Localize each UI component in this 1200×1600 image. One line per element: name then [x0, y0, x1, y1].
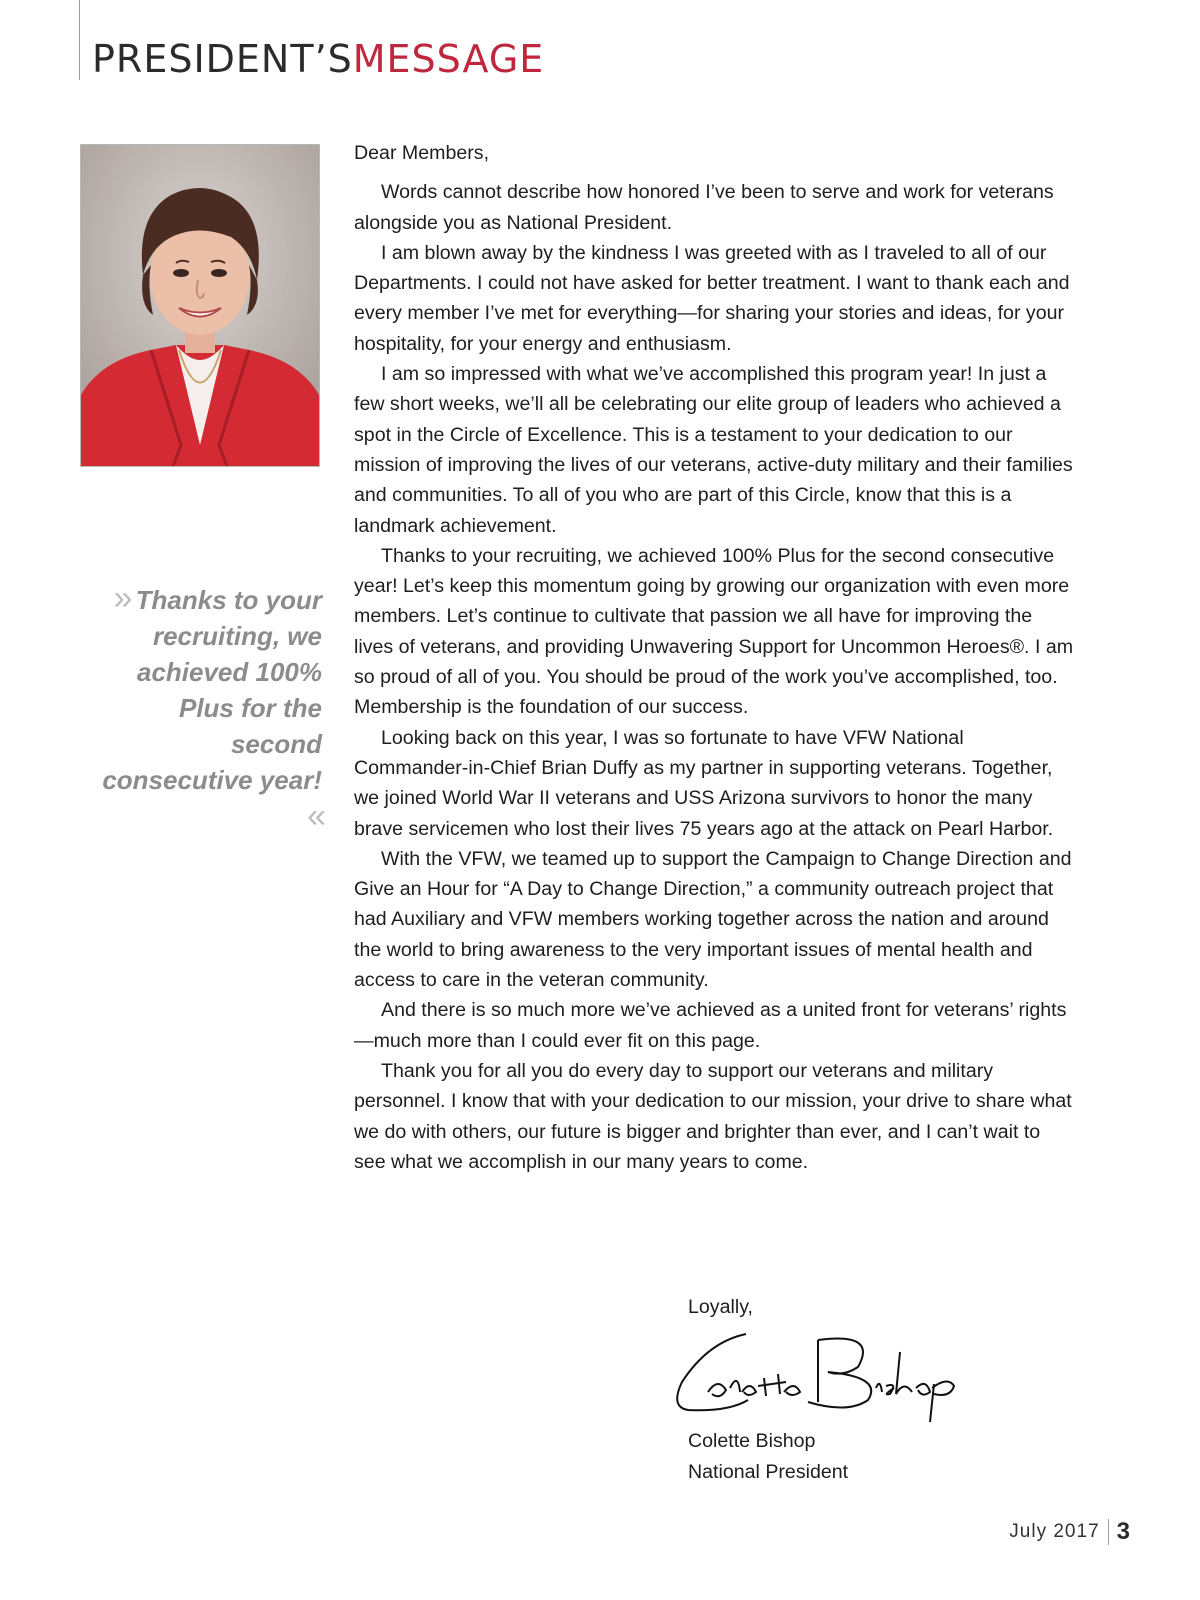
quote-close-chevrons-icon: «: [307, 797, 322, 835]
letter-paragraph: Thank you for all you do every day to support our veterans and military personnel. I know that with your dedication to our mission, your drive to share what we do with others, our future is bigger and brighter than ever, and I can’t wait to see what we accomplish in our many years to come.: [354, 1059, 1072, 1173]
portrait-illustration: [81, 145, 319, 466]
signer-block: [688, 1426, 848, 1488]
letter-closing: Loyally,: [688, 1296, 753, 1318]
letter-paragraph: And there is so much more we’ve achieved as a united front for veterans’ rights—much more than I could ever fit on this page.: [354, 999, 1067, 1052]
letter-paragraph: I am blown away by the kindness I was greeted with as I traveled to all of our Departments. I could not have asked for better treatment. I want to thank each and every member I’ve met for everything—for sharing your stories and ideas, for your hospitality, for your energy and enthusiasm.: [354, 241, 1070, 355]
handwritten-signature: [668, 1322, 978, 1432]
letter-paragraph: With the VFW, we teamed up to support the Campaign to Change Direction and Give an Hour for “A Day to Change Direction,” a community outreach project that had Auxiliary and VFW members working together across the nation and around the world to bring awareness to the very important issues of mental health and access to care in the veteran community.: [354, 847, 1072, 992]
title-president: PRESIDENT’S: [92, 37, 353, 81]
page-footer: [1009, 1518, 1130, 1546]
issue-date: July 2017: [1009, 1521, 1100, 1542]
page-number: 3: [1116, 1518, 1130, 1545]
letter-paragraph: Looking back on this year, I was so fortunate to have VFW National Commander-in-Chief Brian Duffy as my partner in supporting veterans. Together, we joined World War II veterans and USS Arizona survivors to honor the many brave servicemen who lost their lives 75 years ago at the attack on Pearl Harbor.: [354, 726, 1054, 840]
letter-body: [354, 138, 1074, 1177]
letter-paragraph: Thanks to your recruiting, we achieved 100% Plus for the second consecutive year! Let’s keep this momentum going by growing our organization with even more members. Let’s continue to cultivate that passion we all have for improving the lives of veterans, and providing Unwavering Support for Uncommon Heroes®. I am so proud of all of you. You should be proud of the work you’ve accomplished, too. Membership is the foundation of our success.: [354, 544, 1074, 719]
letter-paragraph: I am so impressed with what we’ve accomplished this program year! In just a few short weeks, we’ll all be celebrating our elite group of leaders who achieved a spot in the Circle of Excellence. This is a testament to your dedication to our mission of improving the lives of our veterans, active-duty military and their families and communities. To all of you who are part of this Circle, know that this is a landmark achievement.: [354, 363, 1073, 537]
page-title: [92, 37, 545, 81]
title-message: MESSAGE: [352, 37, 545, 81]
letter-paragraph: Words cannot describe how honored I’ve been to serve and work for veterans alongside you as National President.: [354, 181, 1054, 234]
signer-name: Colette Bishop: [688, 1430, 816, 1452]
footer-divider: [1108, 1519, 1109, 1545]
pull-quote: [100, 580, 322, 836]
header-rule: [79, 0, 80, 80]
salutation: Dear Members,: [354, 142, 490, 164]
pull-quote-text: Thanks to your recruiting, we achieved 100% Plus for the second consecutive year!: [102, 585, 322, 795]
signer-title: National President: [688, 1461, 849, 1483]
quote-open-chevrons-icon: »: [113, 579, 129, 617]
president-portrait: [80, 144, 320, 467]
